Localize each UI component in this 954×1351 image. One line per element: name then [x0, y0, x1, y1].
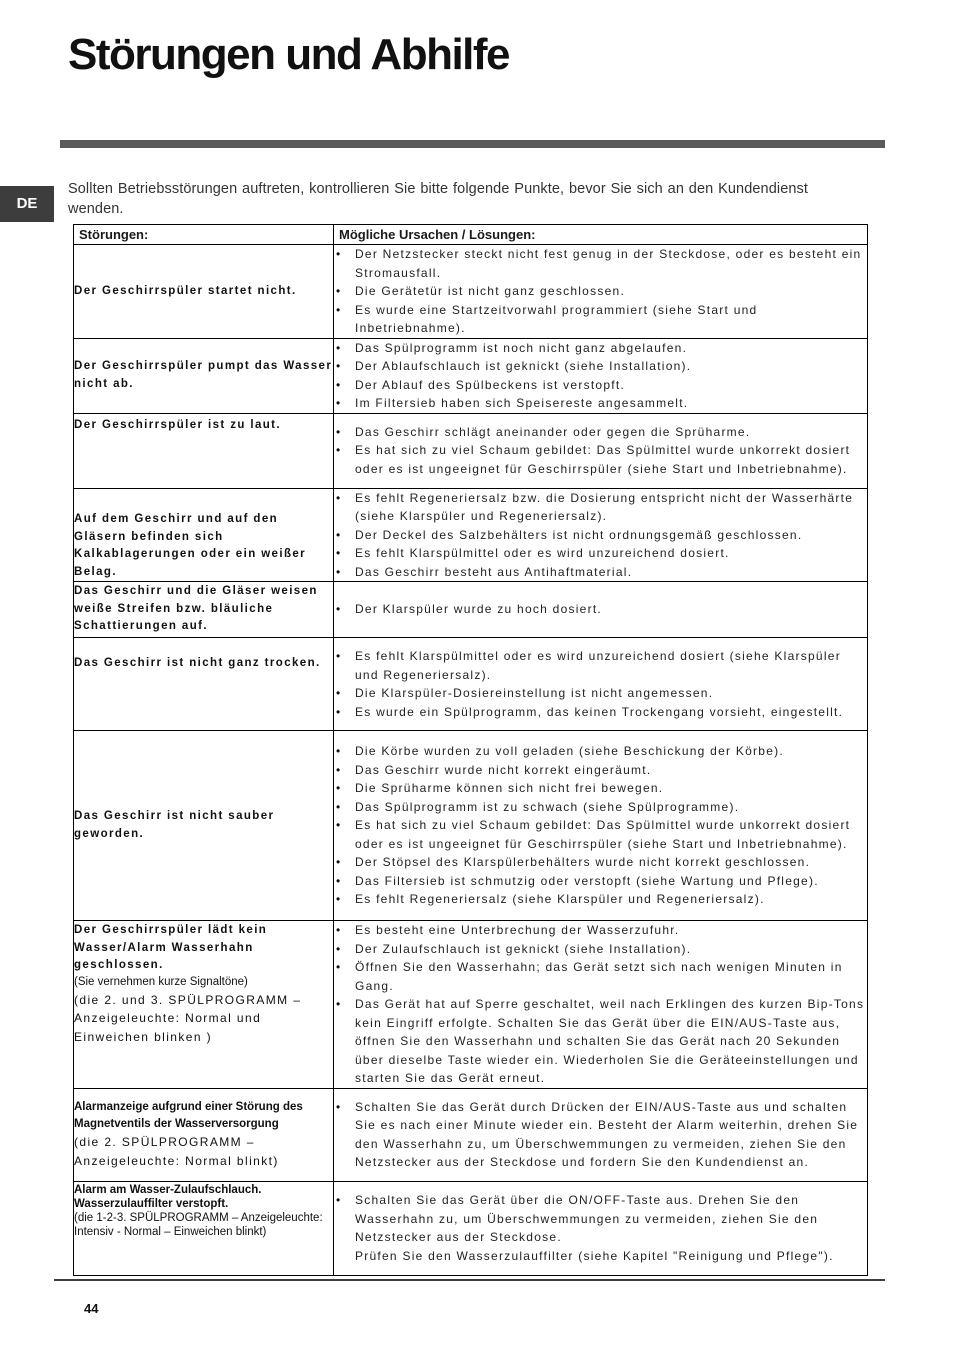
- causes-cell: [334, 413, 868, 488]
- list-item: • Das Spülprogramm ist zu schwach (siehe Spülprogramme).: [334, 798, 867, 817]
- list-item: • Die Gerätetür ist nicht ganz geschlossen.: [334, 282, 867, 301]
- fault-cell: [74, 338, 334, 413]
- causes-cell: [334, 921, 868, 1089]
- fault-text: Alarmanzeige aufgrund einer Störung des Magnetventils der Wasserversorgung: [74, 1101, 303, 1130]
- table-row: [74, 731, 868, 921]
- list-item: • Öffnen Sie den Wasserhahn; das Gerät setzt sich nach wenigen Minuten in Gang.: [334, 958, 867, 995]
- list-item: • Das Geschirr schlägt aneinander oder gegen die Sprüharme.: [334, 423, 867, 442]
- header-rule: [60, 140, 885, 148]
- fault-text: Der Geschirrspüler lädt kein Wasser/Alarm Wasserhahn geschlossen.: [74, 924, 268, 971]
- table-row: [74, 1088, 868, 1181]
- fault-cell: [74, 921, 334, 1089]
- list-item: • Die Klarspüler-Dosiereinstellung ist nicht angemessen.: [334, 684, 867, 703]
- table-row: [74, 921, 868, 1089]
- list-item: • Der Ablaufschlauch ist geknickt (siehe Installation).: [334, 357, 867, 376]
- list-item: • Der Stöpsel des Klarspülerbehälters wurde nicht korrekt geschlossen.: [334, 853, 867, 872]
- list-item: • Das Geschirr wurde nicht korrekt eingeräumt.: [334, 761, 867, 780]
- fault-cell: [74, 245, 334, 339]
- fault-text: Der Geschirrspüler pumpt das Wasser nicht ab.: [74, 360, 333, 390]
- fault-cell: [74, 488, 334, 582]
- intro-text: Sollten Betriebsstörungen auftreten, kontrollieren Sie bitte folgende Punkte, bevor Sie sich an den Kundendienst wenden.: [68, 181, 808, 217]
- fault-cell: [74, 638, 334, 731]
- fault-cell: [74, 731, 334, 921]
- list-item: • Es fehlt Regeneriersalz bzw. die Dosierung entspricht nicht der Wasserhärte (siehe Klarspüler und Regeneriersalz).: [334, 489, 867, 526]
- fault-text: Das Geschirr ist nicht sauber geworden.: [74, 810, 275, 840]
- page-number: 44: [84, 1301, 99, 1316]
- fault-note: (die 2. SPÜLPROGRAMM – Anzeigeleuchte: Normal blinkt): [74, 1135, 279, 1168]
- fault-cell: [74, 582, 334, 638]
- list-item: • Es fehlt Klarspülmittel oder es wird unzureichend dosiert (siehe Klarspüler und Regeneriersalz).: [334, 647, 867, 684]
- page-title: Störungen und Abhilfe: [68, 30, 510, 79]
- list-item: • Der Deckel des Salzbehälters ist nicht ordnungsgemäß geschlossen.: [334, 526, 867, 545]
- fault-text: Der Geschirrspüler startet nicht.: [74, 284, 297, 297]
- fault-note: (Sie vernehmen kurze Signaltöne): [74, 975, 248, 988]
- fault-note: (die 2. und 3. SPÜLPROGRAMM – Anzeigeleuchte: Normal und Einweichen blinken ): [74, 992, 302, 1044]
- list-item: • Es fehlt Klarspülmittel oder es wird unzureichend dosiert.: [334, 544, 867, 563]
- causes-cell: [334, 1088, 868, 1181]
- fault-note: (die 1-2-3. SPÜLPROGRAMM – Anzeigeleuchte: Intensiv - Normal – Einweichen blinkt): [74, 1211, 323, 1238]
- fault-cell: [74, 1181, 334, 1275]
- fault-text: Alarm am Wasser-Zulaufschlauch. Wasserzulauffilter verstopft.: [74, 1183, 262, 1210]
- list-item: • Der Klarspüler wurde zu hoch dosiert.: [334, 600, 867, 619]
- footer-rule: [54, 1279, 885, 1281]
- list-item: • Der Zulaufschlauch ist geknickt (siehe Installation).: [334, 940, 867, 959]
- table-row: [74, 488, 868, 582]
- list-item: • Die Sprüharme können sich nicht frei bewegen.: [334, 779, 867, 798]
- list-item: • Schalten Sie das Gerät durch Drücken der EIN/AUS-Taste aus und schalten Sie es nach einer Minute wieder ein. Besteht der Alarm weiterhin, drehen Sie den Wasserhahn zu, um Überschwemmungen zu vermeiden, ziehen Sie den Netzstecker aus der Steckdose und fordern Sie den Kundendienst an.: [334, 1098, 867, 1172]
- language-tab: DE: [0, 186, 54, 222]
- causes-cell: [334, 638, 868, 731]
- causes-cell: [334, 488, 868, 582]
- list-item: • Es wurde eine Startzeitvorwahl programmiert (siehe Start und Inbetriebnahme).: [334, 301, 867, 338]
- list-item: • Das Spülprogramm ist noch nicht ganz abgelaufen.: [334, 339, 867, 358]
- causes-cell: [334, 338, 868, 413]
- list-item: • Es wurde ein Spülprogramm, das keinen Trockengang vorsieht, eingestellt.: [334, 703, 867, 722]
- list-item-continued: Prüfen Sie den Wasserzulauffilter (siehe Kapitel "Reinigung und Pflege").: [355, 1248, 834, 1263]
- list-item: • Es hat sich zu viel Schaum gebildet: Das Spülmittel wurde unkorrekt dosiert oder es ist ungeeignet für Geschirrspüler (siehe Start und Inbetriebnahme).: [334, 441, 867, 478]
- fault-cell: [74, 413, 334, 488]
- list-item: • Das Geschirr besteht aus Antihaftmaterial.: [334, 563, 867, 582]
- fault-text: Das Geschirr und die Gläser weisen weiße Streifen bzw. bläuliche Schattierungen auf.: [74, 585, 318, 633]
- table-row: [74, 413, 868, 488]
- column-header-faults: Störungen:: [74, 225, 334, 245]
- list-item: • Im Filtersieb haben sich Speisereste angesammelt.: [334, 394, 867, 413]
- table-row: [74, 245, 868, 339]
- causes-cell: [334, 245, 868, 339]
- table-row: [74, 338, 868, 413]
- causes-cell: [334, 1181, 868, 1275]
- fault-cell: [74, 1088, 334, 1181]
- column-header-causes: Mögliche Ursachen / Lösungen:: [334, 225, 868, 245]
- list-item: • Der Ablauf des Spülbeckens ist verstopft.: [334, 376, 867, 395]
- table-row: [74, 638, 868, 731]
- list-item: • Schalten Sie das Gerät über die ON/OFF-Taste aus. Drehen Sie den Wasserhahn zu, um Überschwemmungen zu vermeiden, ziehen Sie den Netzstecker aus der Steckdose.: [334, 1191, 867, 1247]
- list-item: • Es hat sich zu viel Schaum gebildet: Das Spülmittel wurde unkorrekt dosiert oder es ist ungeeignet für Geschirrspüler (siehe Start und Inbetriebnahme).: [334, 816, 867, 853]
- causes-cell: [334, 582, 868, 638]
- list-item: • Das Filtersieb ist schmutzig oder verstopft (siehe Wartung und Pflege).: [334, 872, 867, 891]
- list-item: • Das Gerät hat auf Sperre geschaltet, weil nach Erklingen des kurzen Bip-Tons kein Eingriff erfolgte. Schalten Sie das Gerät über die EIN/AUS-Taste aus, öffnen Sie den Wasserhahn und schalten Sie das Gerät nach 20 Sekunden über dieselbe Taste wieder ein. Wiederholen Sie die Geräteeinstellungen und starten Sie das Gerät erneut.: [334, 995, 867, 1088]
- table-row: [74, 1181, 868, 1275]
- fault-text: Das Geschirr ist nicht ganz trocken.: [74, 657, 321, 669]
- list-item: • Es fehlt Regeneriersalz (siehe Klarspüler und Regeneriersalz).: [334, 890, 867, 909]
- fault-text: Auf dem Geschirr und auf den Gläsern befinden sich Kalkablagerungen oder ein weißer Belag.: [74, 513, 307, 578]
- list-item: • Der Netzstecker steckt nicht fest genug in der Steckdose, oder es besteht ein Stromausfall.: [334, 245, 867, 282]
- troubleshooting-table: [73, 224, 868, 1276]
- causes-cell: [334, 731, 868, 921]
- table-header-row: [74, 225, 868, 245]
- table-row: [74, 582, 868, 638]
- list-item: • Es besteht eine Unterbrechung der Wasserzufuhr.: [334, 921, 867, 940]
- list-item: • Die Körbe wurden zu voll geladen (siehe Beschickung der Körbe).: [334, 742, 867, 761]
- fault-text: Der Geschirrspüler ist zu laut.: [74, 418, 282, 431]
